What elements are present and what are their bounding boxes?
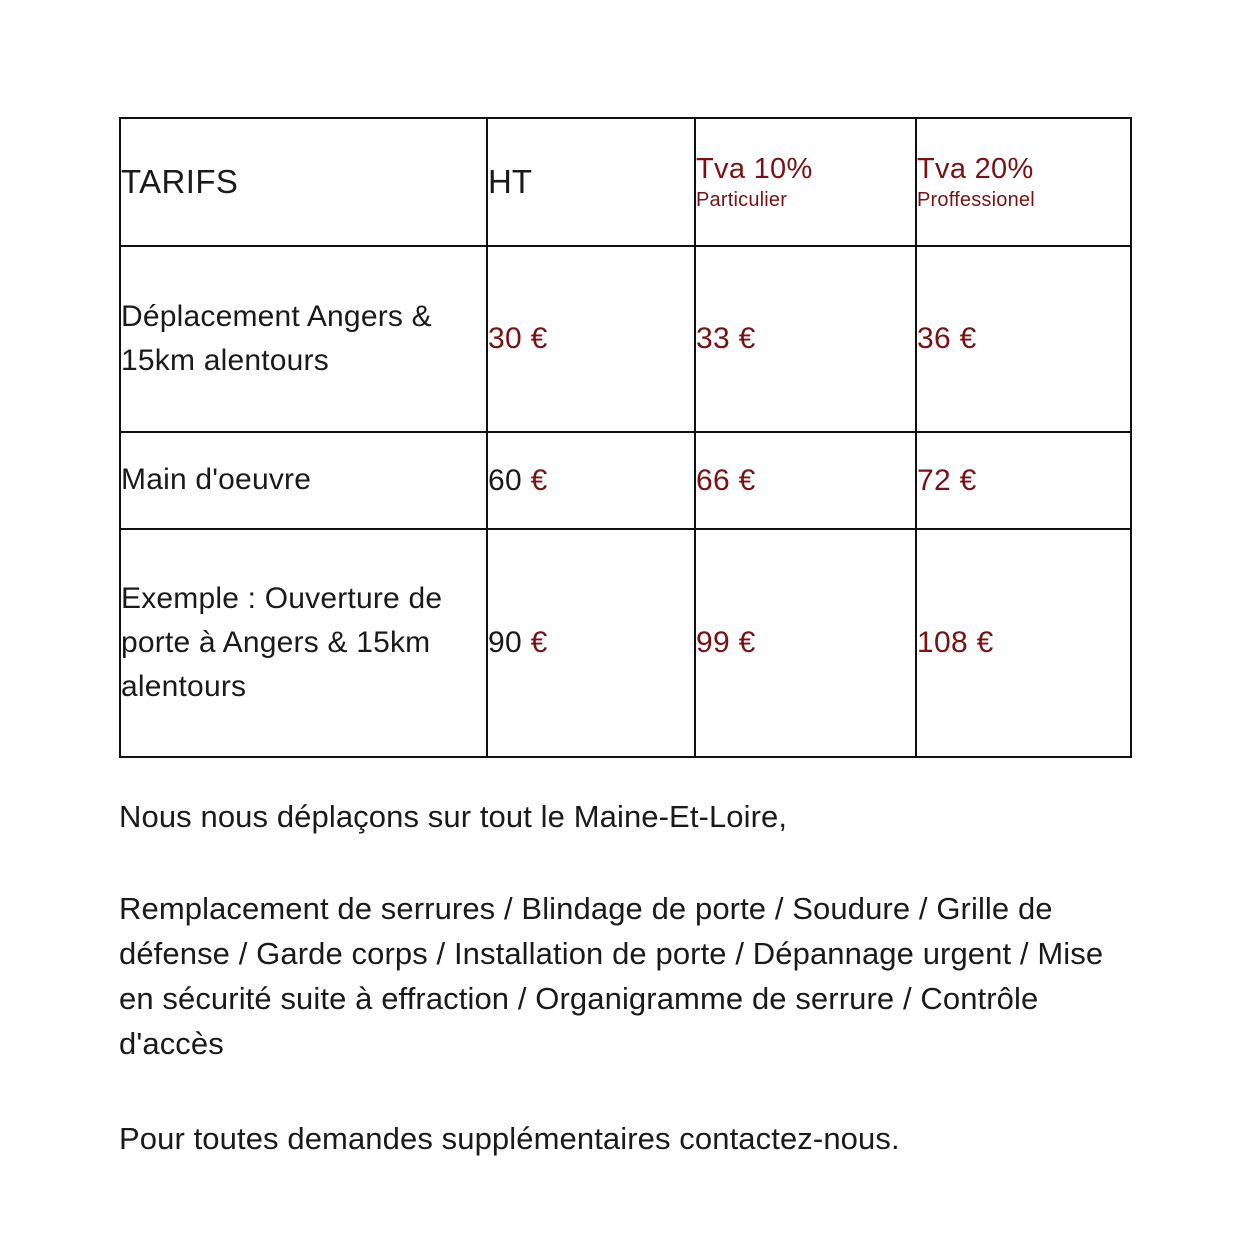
header-cell-ht: HT <box>487 118 695 246</box>
header-tva10-subtitle: Particulier <box>696 188 788 211</box>
spacer <box>119 840 1129 887</box>
header-tva20-subtitle: Proffessionel <box>917 188 1035 211</box>
tariff-table <box>119 117 1132 758</box>
amount-value: 90 <box>488 626 522 659</box>
row-ht-exemple <box>487 529 695 757</box>
currency-symbol: € <box>530 626 548 659</box>
description-section <box>119 795 1129 1162</box>
header-tva20-title: Tva 20% <box>917 153 1034 186</box>
amount-value: 60 <box>488 463 522 497</box>
row-tva20-exemple: 108 € <box>916 529 1131 757</box>
row-tva10-main-doeuvre: 66 € <box>695 432 916 529</box>
header-cell-tva20 <box>916 118 1131 246</box>
contact-text: Pour toutes demandes supplémentaires contactez-nous. <box>119 1120 900 1156</box>
header-cell-tarifs: TARIFS <box>120 118 487 246</box>
row-tva10-exemple: 99 € <box>695 529 916 757</box>
currency-symbol: € <box>530 463 548 497</box>
table-header-row <box>120 118 1131 246</box>
spacer <box>119 1067 1129 1117</box>
table-row <box>120 246 1131 432</box>
row-ht-main-doeuvre <box>487 432 695 529</box>
header-cell-tva10 <box>695 118 916 246</box>
table-row <box>120 432 1131 529</box>
currency-symbol: € <box>530 322 548 355</box>
row-tva10-deplacement: 33 € <box>695 246 916 432</box>
row-label-exemple: Exemple : Ouverture de porte à Angers & 15km alentours <box>120 529 487 757</box>
services-text: Remplacement de serrures / Blindage de porte / Soudure / Grille de défense / Garde corps / Installation de porte / Dépannage urgent / Mise en sécurité suite à effraction / Organigramme de serrure / Contrôle d'accès <box>119 890 1104 1061</box>
row-tva20-deplacement: 36 € <box>916 246 1131 432</box>
table-row <box>120 529 1131 757</box>
row-tva20-main-doeuvre: 72 € <box>916 432 1131 529</box>
amount-value: 30 <box>488 322 522 355</box>
row-label-main-doeuvre: Main d'oeuvre <box>120 432 487 529</box>
header-tva10-title: Tva 10% <box>696 153 813 186</box>
coverage-text: Nous nous déplaçons sur tout le Maine-Et-Loire, <box>119 799 788 834</box>
row-ht-deplacement <box>487 246 695 432</box>
row-label-deplacement: Déplacement Angers & 15km alentours <box>120 246 487 432</box>
